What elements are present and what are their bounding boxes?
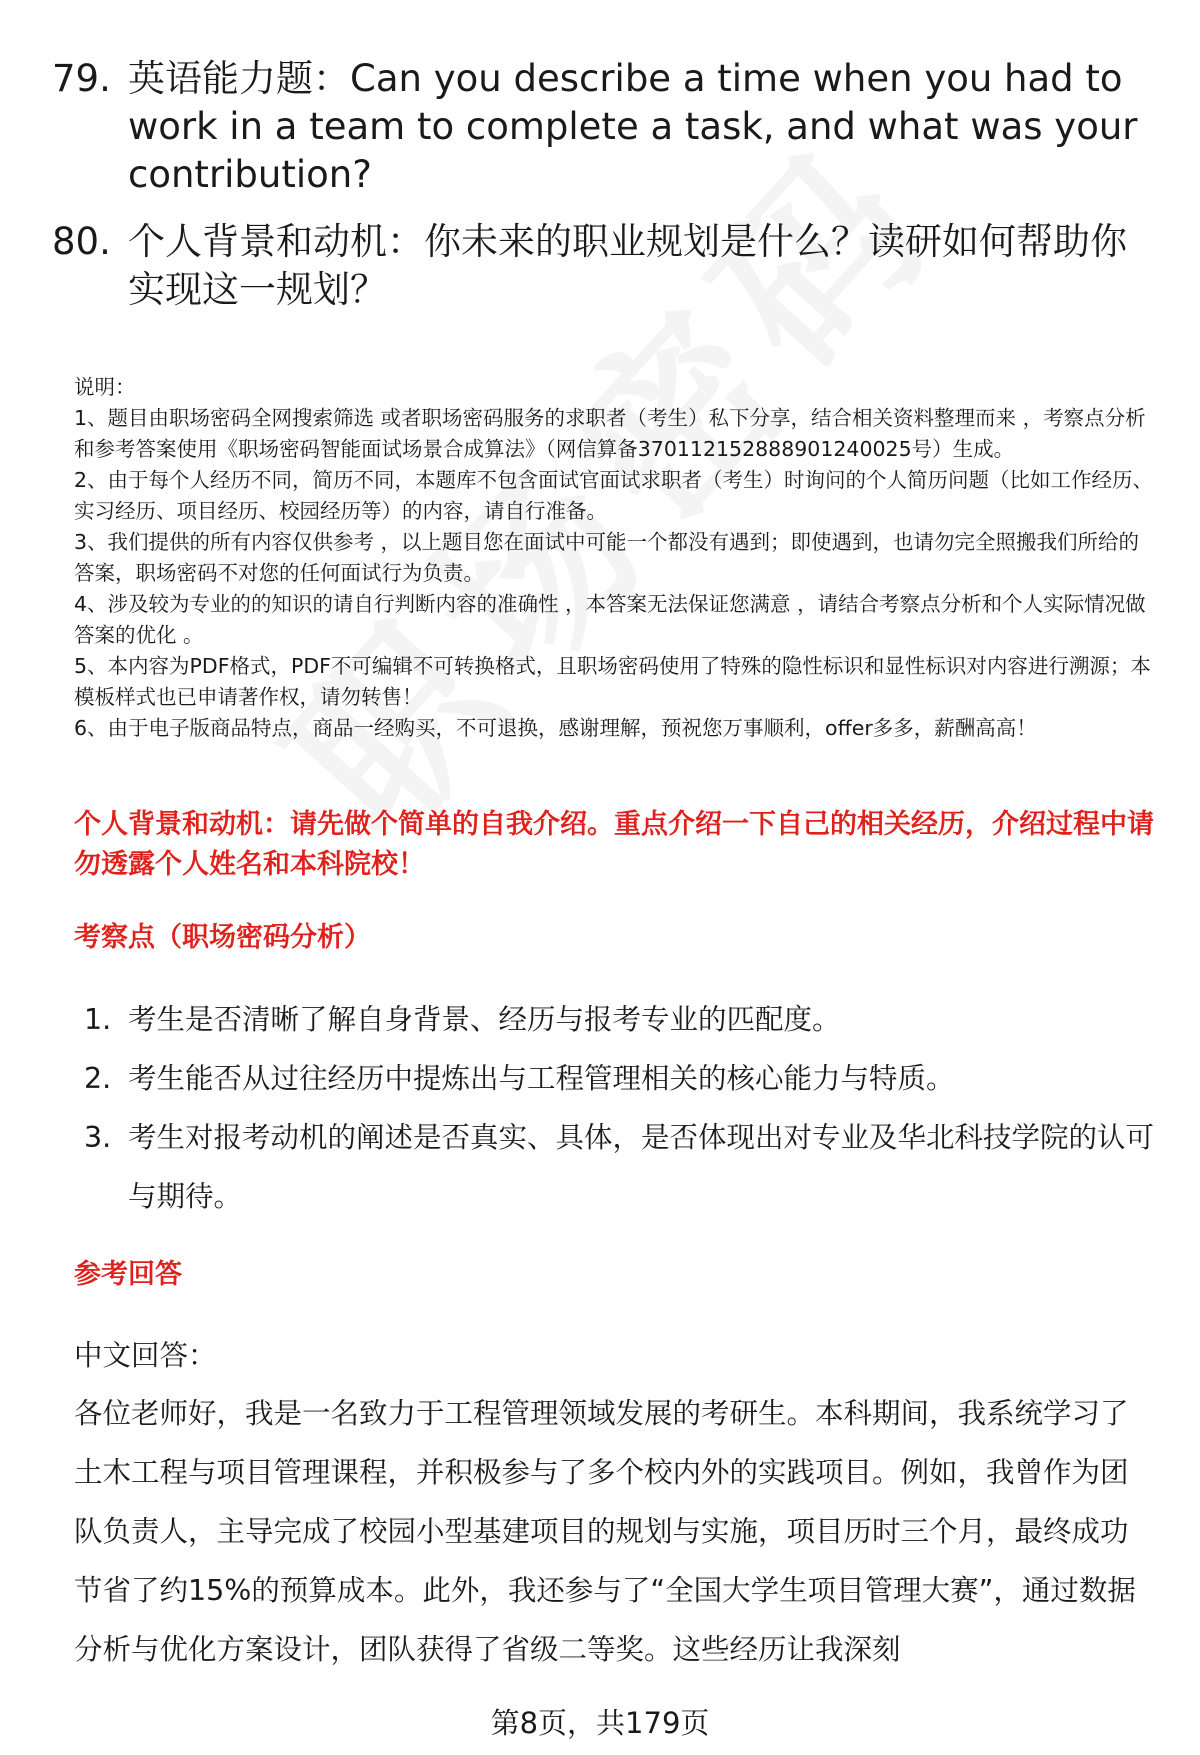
note-item: 1、题目由职场密码全网搜索筛选 或者职场密码服务的求职者（考生）私下分享，结合相关资料整理而来 ，考察点分析和参考答案使用《职场密码智能面试场景合成算法》（网信算备370112152888901240025号）生成。 bbox=[74, 406, 1146, 461]
question-number: 80. bbox=[52, 220, 111, 263]
page-footer: 第8页，共179页 bbox=[490, 1706, 710, 1740]
point-number: 3. bbox=[84, 1121, 112, 1154]
question-text: 个人背景和动机：你未来的职业规划是什么？读研如何帮助你实现这一规划？ bbox=[128, 220, 1127, 311]
note-item: 5、本内容为PDF格式，PDF不可编辑不可转换格式，且职场密码使用了特殊的隐性标识和显性标识对内容进行溯源；本模板样式也已申请著作权，请勿转售！ bbox=[74, 654, 1151, 709]
answer-language-label: 中文回答： bbox=[74, 1339, 217, 1372]
analysis-point bbox=[84, 1108, 1154, 1226]
analysis-heading: 考察点（职场密码分析） bbox=[74, 922, 371, 953]
main-question: 个人背景和动机：请先做个简单的自我介绍。重点介绍一下自己的相关经历，介绍过程中请勿透露个人姓名和本科院校！ bbox=[74, 809, 1154, 880]
note-item: 2、由于每个人经历不同，简历不同，本题库不包含面试官面试求职者（考生）时询问的个人简历问题（比如工作经历、实习经历、项目经历、校园经历等）的内容，请自行准备。 bbox=[74, 468, 1154, 523]
question-text: 英语能力题：Can you describe a time when you had to work in a team to complete a task, and what was your contribution? bbox=[128, 57, 1138, 196]
question-79 bbox=[52, 55, 1162, 199]
notes-title: 说明： bbox=[74, 375, 136, 399]
analysis-point bbox=[84, 990, 1154, 1049]
note-item: 3、我们提供的所有内容仅供参考 ，以上题目您在面试中可能一个都没有遇到；即使遇到，也请勿完全照搬我们所给的答案，职场密码不对您的任何面试行为负责。 bbox=[74, 530, 1140, 585]
point-number: 2. bbox=[84, 1062, 112, 1095]
point-number: 1. bbox=[84, 1003, 112, 1036]
point-text: 考生是否清晰了解自身背景、经历与报考专业的匹配度。 bbox=[128, 1003, 841, 1036]
reference-heading: 参考回答 bbox=[74, 1259, 182, 1290]
analysis-points bbox=[84, 990, 1154, 1226]
question-number: 79. bbox=[52, 57, 111, 100]
question-80 bbox=[52, 218, 1162, 314]
answer-body: 各位老师好，我是一名致力于工程管理领域发展的考研生。本科期间，我系统学习了土木工程与项目管理课程，并积极参与了多个校内外的实践项目。例如，我曾作为团队负责人，主导完成了校园小型基建项目的规划与实施，项目历时三个月，最终成功节省了约15%的预算成本。此外，我还参与了“全国大学生项目管理大赛”，通过数据分析与优化方案设计，团队获得了省级二等奖。这些经历让我深刻 bbox=[74, 1397, 1136, 1666]
disclaimer-notes bbox=[74, 372, 1154, 744]
note-item: 6、由于电子版商品特点，商品一经购买，不可退换，感谢理解，预祝您万事顺利，offer多多，薪酬高高！ bbox=[74, 716, 1037, 740]
point-text: 考生能否从过往经历中提炼出与工程管理相关的核心能力与特质。 bbox=[128, 1062, 955, 1095]
note-item: 4、涉及较为专业的的知识的请自行判断内容的准确性 ，本答案无法保证您满意 ，请结合考察点分析和个人实际情况做答案的优化 。 bbox=[74, 592, 1146, 647]
point-text: 考生对报考动机的阐述是否真实、具体，是否体现出对专业及华北科技学院的认可与期待。 bbox=[128, 1121, 1155, 1213]
analysis-point bbox=[84, 1049, 1154, 1108]
